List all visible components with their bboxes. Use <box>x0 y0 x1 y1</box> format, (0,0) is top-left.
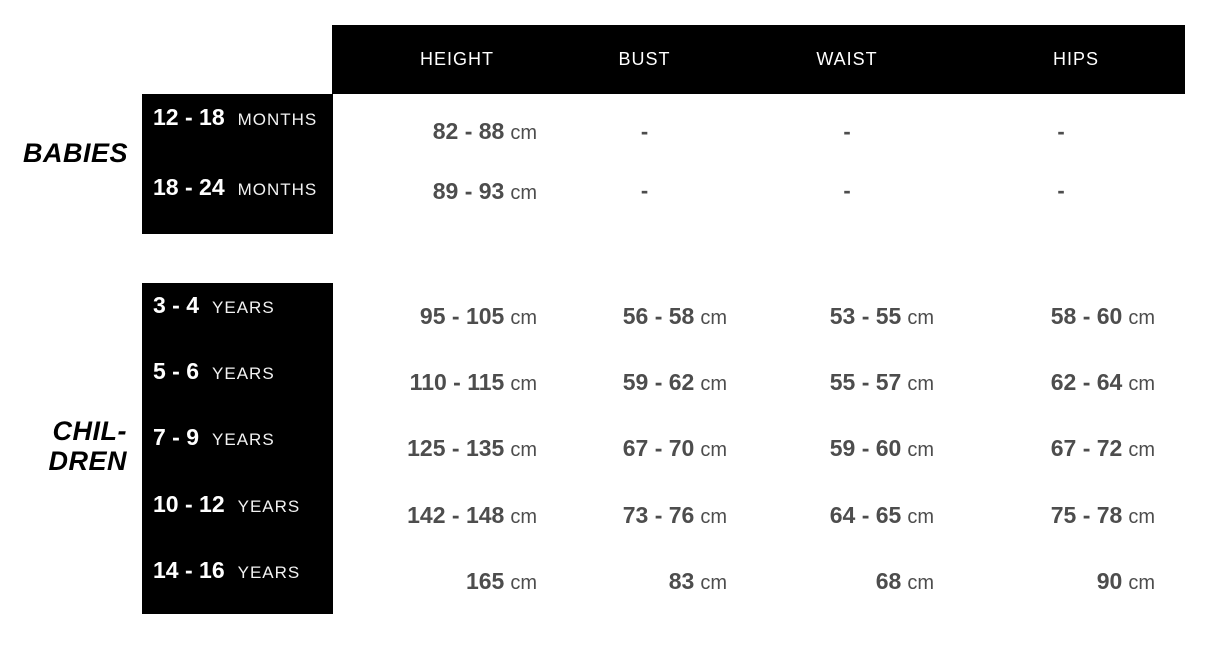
size-row-10-12-years <box>142 471 333 537</box>
measurement-unit: cm <box>1128 439 1155 462</box>
measurement-value: 125 - 135 <box>407 435 505 462</box>
measurement-unit: cm <box>510 571 537 594</box>
measurement-value: 110 - 115 <box>409 369 505 396</box>
measurement-value: 56 - 58 <box>622 303 695 329</box>
group-label-babies: BABIES <box>22 138 128 168</box>
cell-hips <box>967 349 1185 415</box>
measurement-unit: cm <box>510 122 537 144</box>
measurement-unit: cm <box>510 373 537 396</box>
cell-hips <box>967 482 1185 548</box>
measurement-value: 58 - 60 <box>1050 303 1123 329</box>
cell-bust <box>562 415 760 481</box>
cell-hips-empty: - <box>1057 178 1065 203</box>
measurement-unit: cm <box>700 373 727 396</box>
cell-height <box>332 415 562 481</box>
size-row-18-24-months <box>142 152 333 222</box>
size-unit: YEARS <box>212 298 275 317</box>
measurement-value: 95 - 105 <box>419 303 505 329</box>
size-range: 3 - 4 <box>153 292 200 318</box>
measurement-value: 165 <box>465 567 505 594</box>
cell-height <box>332 169 562 213</box>
size-row-14-16-years <box>142 537 333 603</box>
measurement-unit: cm <box>907 307 934 329</box>
babies-size-box <box>142 94 333 234</box>
cell-hips <box>967 283 1185 349</box>
measurement-unit: cm <box>510 182 537 204</box>
size-unit: YEARS <box>237 496 301 516</box>
measurement-value: 64 - 65 <box>829 501 902 528</box>
measurement-unit: cm <box>700 307 727 329</box>
cell-height <box>332 283 562 349</box>
measurement-value: 82 - 88 <box>432 118 505 144</box>
cell-bust <box>562 548 760 614</box>
cell-waist <box>760 283 967 349</box>
cell-height <box>332 482 562 548</box>
cell-hips-empty: - <box>1057 119 1065 144</box>
measurement-value: 62 - 64 <box>1050 369 1123 396</box>
size-range: 12 - 18 <box>153 103 225 130</box>
cell-height <box>332 94 562 169</box>
measurement-unit: cm <box>1128 307 1155 329</box>
cell-height <box>332 349 562 415</box>
measurement-value: 53 - 55 <box>829 303 902 329</box>
cell-hips <box>967 415 1185 481</box>
measurement-unit: cm <box>700 571 727 594</box>
measurement-value: 59 - 60 <box>829 435 902 462</box>
size-range: 7 - 9 <box>153 424 200 451</box>
cell-waist-empty: - <box>843 178 851 203</box>
group-label-line1: CHIL- <box>52 416 127 446</box>
cell-height <box>332 548 562 614</box>
measurement-unit: cm <box>510 505 537 528</box>
cell-waist <box>760 349 967 415</box>
children-size-box <box>142 283 333 614</box>
measurement-unit: cm <box>510 307 537 329</box>
measurement-unit: cm <box>700 439 727 462</box>
measurement-value: 75 - 78 <box>1050 501 1123 528</box>
cell-bust <box>562 482 760 548</box>
cell-waist <box>760 415 967 481</box>
measurement-unit: cm <box>1128 373 1155 396</box>
measurement-unit: cm <box>907 439 934 462</box>
measurement-value: 55 - 57 <box>829 369 902 396</box>
cell-bust <box>562 283 760 349</box>
table-header <box>332 25 1185 94</box>
cell-bust-empty: - <box>640 119 649 144</box>
measurement-value: 67 - 70 <box>622 435 695 462</box>
measurement-value: 73 - 76 <box>622 501 695 528</box>
group-label-line2: DREN <box>48 446 127 476</box>
babies-measurements <box>332 94 1185 213</box>
size-range: 10 - 12 <box>153 490 225 517</box>
measurement-value: 142 - 148 <box>407 501 505 528</box>
measurement-value: 67 - 72 <box>1050 435 1123 462</box>
column-header-height: HEIGHT <box>419 49 494 69</box>
measurement-value: 59 - 62 <box>622 369 695 396</box>
measurement-unit: cm <box>907 571 934 594</box>
size-row-3-4-years <box>142 272 333 338</box>
column-header-bust: BUST <box>618 49 671 69</box>
size-range: 5 - 6 <box>153 358 200 385</box>
size-row-7-9-years <box>142 404 333 470</box>
cell-waist-empty: - <box>843 119 851 144</box>
measurement-value: 89 - 93 <box>432 178 505 204</box>
measurement-unit: cm <box>700 505 727 528</box>
cell-bust <box>562 349 760 415</box>
group-label-children <box>0 416 127 476</box>
measurement-value: 90 <box>1096 567 1123 594</box>
size-range: 18 - 24 <box>153 173 225 200</box>
size-row-5-6-years <box>142 338 333 404</box>
size-unit: YEARS <box>212 364 275 384</box>
measurement-unit: cm <box>907 505 934 528</box>
measurement-unit: cm <box>1128 571 1155 594</box>
column-header-waist: WAIST <box>816 49 878 69</box>
column-header-hips: HIPS <box>1052 49 1099 69</box>
measurement-unit: cm <box>1128 505 1155 528</box>
size-unit: YEARS <box>212 430 275 450</box>
cell-waist <box>760 548 967 614</box>
measurement-value: 83 <box>668 567 695 594</box>
size-unit: MONTHS <box>237 179 318 199</box>
size-unit: YEARS <box>237 562 301 582</box>
size-unit: MONTHS <box>237 109 318 129</box>
children-measurements <box>332 283 1185 614</box>
cell-bust-empty: - <box>640 178 649 203</box>
measurement-unit: cm <box>907 373 934 396</box>
cell-waist <box>760 482 967 548</box>
cell-hips <box>967 548 1185 614</box>
size-row-12-18-months <box>142 82 333 152</box>
size-range: 14 - 16 <box>153 556 225 583</box>
measurement-unit: cm <box>510 439 537 462</box>
measurement-value: 68 <box>875 567 902 594</box>
